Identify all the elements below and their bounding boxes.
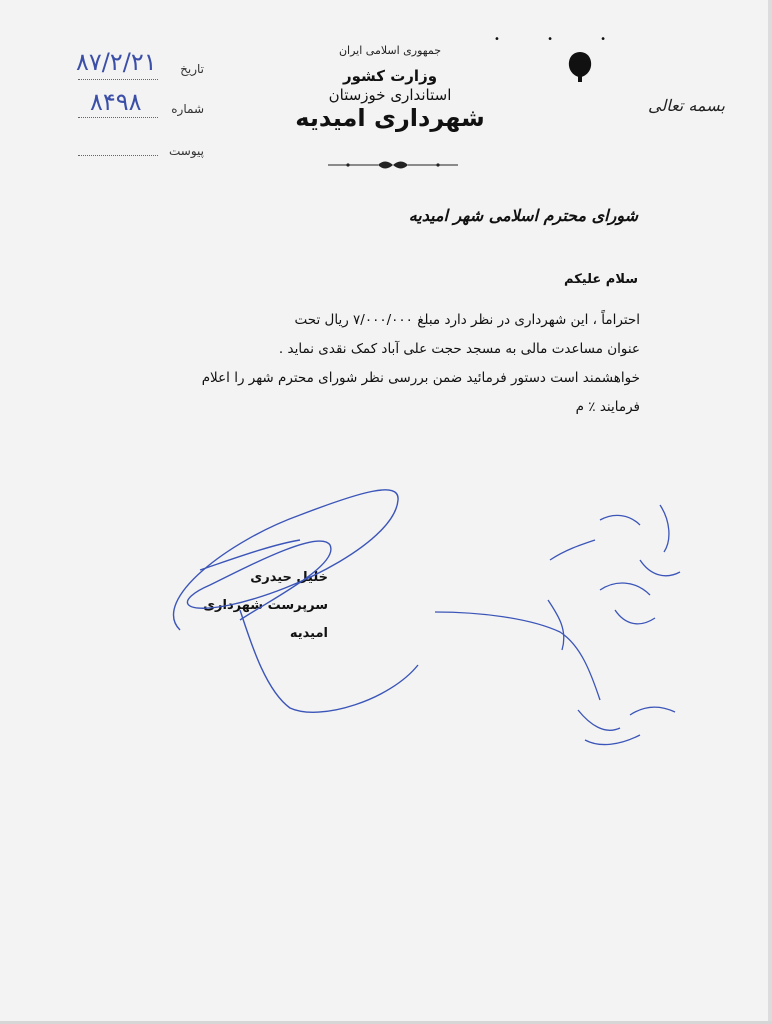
marginal-handwritten-note — [435, 505, 680, 745]
body-line-3: خواهشمند است دستور فرمائید ضمن بررسی نظر شورای محترم شهر را اعلام — [201, 370, 640, 386]
recipient-line: شورای محترم اسلامی شهر امیدیه — [408, 206, 638, 225]
signature-scribble — [174, 490, 418, 712]
body-line-2: عنوان مساعدت مالی به مسجد حجت علی آباد کمک نقدی نماید . — [278, 341, 640, 357]
signatory-name: خلیل حیدری — [250, 570, 328, 585]
punch-dots: • • • — [494, 34, 629, 45]
ministry-line: وزارت کشور — [342, 67, 438, 85]
attachment-label: پیوست — [169, 144, 204, 158]
body-line-4: فرمایند ٪ م — [575, 399, 640, 415]
number-handwritten: ۸۴۹۸ — [90, 88, 142, 116]
salutation: سلام علیکم — [564, 272, 638, 287]
signatory-title: سرپرست شهرداری امیدیه — [203, 598, 328, 641]
municipality-title: شهرداری امیدیه — [295, 104, 485, 132]
bismillah-calligraphy: بسمه تعالی — [648, 96, 725, 115]
date-label: تاریخ — [180, 62, 204, 76]
governorate-line: استانداری خوزستان — [328, 86, 452, 104]
number-label: شماره — [171, 102, 204, 116]
body-line-1: احتراماً ، این شهرداری در نظر دارد مبلغ ۷/۰۰۰/۰۰۰ ریال تحت — [294, 312, 640, 328]
date-handwritten: ۸۷/۲/۲۱ — [76, 48, 157, 76]
republic-line: جمهوری اسلامی ایران — [338, 44, 442, 57]
